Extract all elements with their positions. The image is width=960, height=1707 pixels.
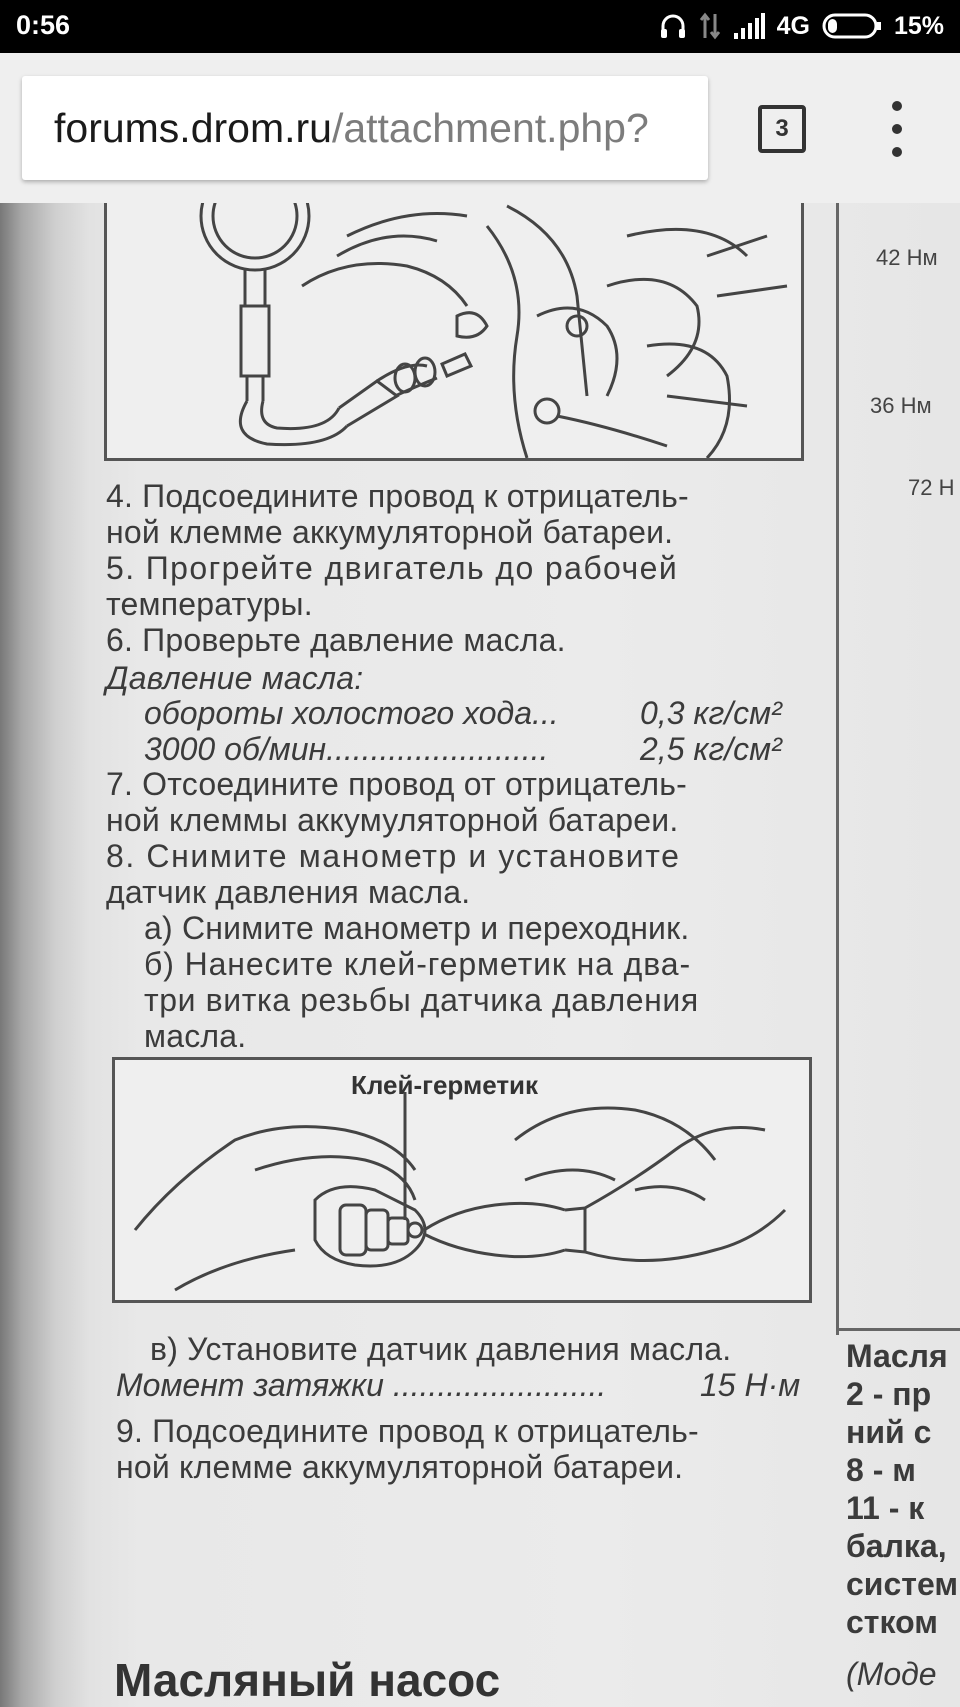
url-path: /attachment.php? xyxy=(331,105,649,151)
step-8-line-1: 8. Снимите манометр и установите xyxy=(106,838,681,874)
torque-spec-row xyxy=(116,1367,816,1403)
sealant-callout-label: Клей-герметик xyxy=(351,1070,539,1100)
column-divider xyxy=(836,203,839,1335)
substep-b-line-3: масла. xyxy=(144,1018,247,1054)
step-7-line-2: ной клеммы аккумуляторной батареи. xyxy=(106,802,679,838)
battery-icon xyxy=(822,13,882,39)
menu-dot-icon xyxy=(892,147,902,157)
torque-annotation: 36 Нм xyxy=(870,393,932,418)
overflow-menu-button[interactable] xyxy=(878,101,918,157)
step-9-line-1: 9. Подсоедините провод к отрицатель- xyxy=(116,1413,699,1449)
pressure-row-label: обороты холостого хода... xyxy=(144,695,559,731)
signal-icon xyxy=(733,13,765,39)
pressure-row-value: 0,3 кг/см² xyxy=(640,695,782,731)
status-time: 0:56 xyxy=(16,10,71,40)
gauge-engine-illustration xyxy=(107,203,801,458)
substep-c: в) Установите датчик давления масла. xyxy=(150,1331,732,1367)
step-5-line-1: 5. Прогрейте двигатель до рабочей xyxy=(106,550,679,586)
status-icons xyxy=(659,8,944,44)
step-4-line-1: 4. Подсоедините провод к отрицатель- xyxy=(106,478,689,514)
section-heading: Масляный насос xyxy=(114,1654,501,1706)
adjacent-line: систем xyxy=(846,1566,958,1602)
menu-dot-icon xyxy=(892,124,902,134)
step-4-line-2: ной клемме аккумуляторной батареи. xyxy=(106,514,674,550)
pressure-heading: Давление масла: xyxy=(106,660,364,696)
torque-label: Момент затяжки ........................ xyxy=(116,1367,607,1403)
step-8-line-2: датчик давления масла. xyxy=(106,874,471,910)
menu-dot-icon xyxy=(892,101,902,111)
network-type: 4G xyxy=(776,11,810,40)
address-bar[interactable] xyxy=(22,76,708,180)
data-transfer-icon xyxy=(699,12,721,40)
right-figure-border xyxy=(836,1328,960,1331)
pressure-row-value: 2,5 кг/см² xyxy=(640,731,782,767)
pressure-gauge-figure xyxy=(104,203,804,461)
document-page xyxy=(0,203,960,1707)
tab-count: 3 xyxy=(775,115,789,142)
battery-percent: 15% xyxy=(893,11,944,40)
adjacent-line: 8 - м xyxy=(846,1452,916,1488)
substep-b-line-1: б) Нанесите клей-герметик на два- xyxy=(144,946,692,982)
step-9-line-2: ной клемме аккумуляторной батареи. xyxy=(116,1449,684,1485)
step-5-line-2: температуры. xyxy=(106,586,313,622)
status-bar xyxy=(0,0,960,53)
substep-b-line-2: три витка резьбы датчика давления xyxy=(144,982,699,1018)
adjacent-line: стком xyxy=(846,1604,938,1640)
adjacent-line: 11 - к xyxy=(846,1490,925,1526)
adjacent-line: Масля xyxy=(846,1338,948,1374)
url-domain: forums.drom.ru xyxy=(54,105,332,151)
torque-annotation: 72 Н xyxy=(908,475,955,500)
adjacent-line: (Моде xyxy=(846,1656,937,1692)
adjacent-line: ний с xyxy=(846,1414,932,1450)
step-7-line-1: 7. Отсоедините провод от отрицатель- xyxy=(106,766,688,802)
browser-toolbar xyxy=(0,53,960,203)
pressure-row-3000 xyxy=(144,731,804,767)
step-6-line: 6. Проверьте давление масла. xyxy=(106,622,566,658)
pressure-row-label: 3000 об/мин......................... xyxy=(144,731,549,767)
torque-value: 15 Н·м xyxy=(700,1367,801,1403)
adjacent-line: 2 - пр xyxy=(846,1376,932,1412)
headset-icon xyxy=(659,12,687,40)
substep-a: а) Снимите манометр и переходник. xyxy=(144,910,690,946)
torque-annotation: 42 Нм xyxy=(876,245,938,270)
pressure-row-idle xyxy=(144,695,804,731)
sealant-figure xyxy=(112,1057,812,1303)
adjacent-line: балка, xyxy=(846,1528,947,1564)
url-text[interactable] xyxy=(54,104,649,152)
tab-switcher-button[interactable] xyxy=(758,105,806,153)
